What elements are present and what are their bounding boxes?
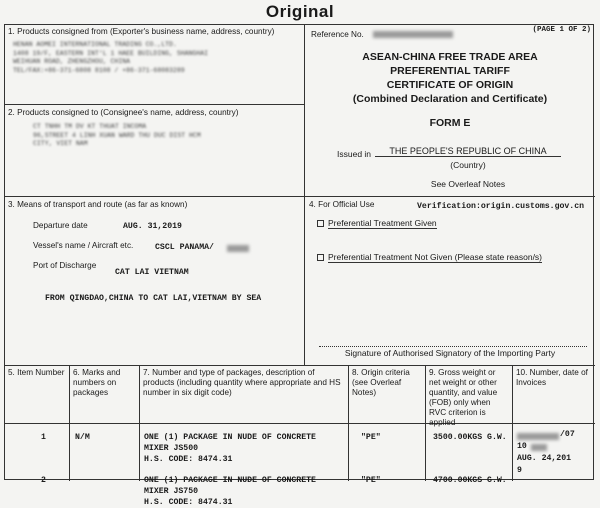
row-desc-line: H.S. CODE: 8474.31 bbox=[144, 455, 233, 464]
box2-label: 2. Products consigned to (Consignee's name, address, country) bbox=[8, 108, 239, 117]
certificate-header bbox=[305, 25, 595, 197]
not-given-label: Preferential Treatment Not Given (Please state reason/s) bbox=[328, 252, 543, 262]
box4-label: 4. For Official Use bbox=[309, 200, 375, 209]
row-desc-line: MIXER JS500 bbox=[144, 444, 199, 453]
consignee-line: CITY, VIET NAM bbox=[33, 140, 88, 147]
row-desc-line: ONE (1) PACKAGE IN NUDE OF CONCRETE bbox=[144, 476, 316, 485]
header-line-2: PREFERENTIAL TARIFF bbox=[390, 65, 510, 77]
exporter-line: HENAN AOMEI INTERNATIONAL TRADING CO.,LTD. bbox=[13, 41, 177, 48]
preferential-given-row bbox=[317, 218, 437, 228]
row-weight: 4700.00KGS G.W. bbox=[433, 476, 507, 485]
row-desc-line: ONE (1) PACKAGE IN NUDE OF CONCRETE bbox=[144, 433, 316, 442]
vessel-voyage-redacted bbox=[227, 245, 249, 252]
certificate-form bbox=[4, 24, 594, 507]
row-invoice-line: 10 bbox=[517, 442, 527, 451]
given-checkbox[interactable] bbox=[317, 220, 324, 227]
departure-label: Departure date bbox=[33, 221, 88, 230]
vessel-label: Vessel's name / Aircraft etc. bbox=[33, 241, 134, 250]
exporter-line: WEIHUAN ROAD, ZHENGZHOU, CHINA bbox=[13, 58, 131, 65]
row-marks: N/M bbox=[75, 433, 90, 442]
column-header-weight: 9. Gross weight or net weight or other quantity, and value (FOB) only when RVC criterion is applied bbox=[426, 366, 513, 424]
preferential-not-given-row bbox=[317, 252, 542, 262]
given-label: Preferential Treatment Given bbox=[328, 218, 437, 228]
issued-in-country: THE PEOPLE'S REPUBLIC OF CHINA bbox=[375, 146, 561, 157]
discharge-port: CAT LAI VIETNAM bbox=[115, 268, 189, 277]
page-number: (PAGE 1 OF 2) bbox=[532, 26, 591, 34]
row-invoice-line: 9 bbox=[517, 466, 522, 475]
box-consignee bbox=[5, 105, 305, 197]
header-line-3: CERTIFICATE OF ORIGIN bbox=[386, 79, 514, 91]
not-given-checkbox[interactable] bbox=[317, 254, 324, 261]
document-title: Original bbox=[265, 2, 335, 21]
exporter-line: TEL/FAX:+86-371-6808 8108 / +86-371-68083289 bbox=[13, 66, 185, 74]
box1-label: 1. Products consigned from (Exporter's business name, address, country) bbox=[8, 27, 275, 36]
column-header-origin: 8. Origin criteria (see Overleaf Notes) bbox=[349, 366, 426, 424]
form-name: FORM E bbox=[429, 117, 471, 129]
row-invoice-line: /07 bbox=[560, 430, 575, 439]
verification-url: Verification:origin.customs.gov.cn bbox=[417, 202, 585, 211]
consignee-line: 96,STREET 4 LINH XUAN WARD THU DUC DIST HCM bbox=[33, 131, 201, 139]
box-exporter bbox=[5, 25, 305, 105]
row-item: 2 bbox=[41, 476, 46, 485]
invoice-number-redacted bbox=[531, 444, 547, 451]
country-caption: (Country) bbox=[450, 160, 486, 170]
header-line-4: (Combined Declaration and Certificate) bbox=[352, 93, 548, 105]
box3-label: 3. Means of transport and route (as far as known) bbox=[8, 200, 188, 209]
overleaf-notes: See Overleaf Notes bbox=[430, 179, 506, 189]
discharge-label: Port of Discharge bbox=[33, 261, 97, 270]
reference-number bbox=[373, 31, 453, 38]
consignee-lines bbox=[5, 121, 304, 151]
row-invoice-line: AUG. 24,201 bbox=[517, 454, 572, 463]
row-desc-line: H.S. CODE: 8474.31 bbox=[144, 498, 233, 507]
consignee-line: CT TNHH TM DV KT THUAT INCOMA bbox=[33, 123, 147, 130]
departure-date: AUG. 31,2019 bbox=[123, 222, 182, 231]
row-weight: 3500.00KGS G.W. bbox=[433, 433, 507, 442]
invoice-number-redacted bbox=[517, 433, 559, 440]
row-item: 1 bbox=[41, 433, 46, 442]
vessel-name: CSCL PANAMA/ bbox=[155, 243, 214, 252]
column-header-marks: 6. Marks and numbers on packages bbox=[70, 366, 140, 424]
reference-label: Reference No. bbox=[311, 30, 364, 39]
column-header-invoices: 10. Number, date of Invoices bbox=[513, 366, 595, 424]
exporter-lines bbox=[5, 39, 304, 77]
header-line-1: ASEAN-CHINA FREE TRADE AREA bbox=[362, 51, 538, 63]
exporter-line: 1408 19/F, EASTERN INT'L 1 HAEE BUILDING, SHANGHAI bbox=[13, 49, 209, 57]
route: FROM QINGDAO,CHINA TO CAT LAI,VIETNAM BY SEA bbox=[45, 294, 262, 303]
box-transport bbox=[5, 197, 305, 366]
signature-caption: Signature of Authorised Signatory of the Importing Party bbox=[344, 348, 556, 358]
row-origin: "PE" bbox=[361, 476, 381, 485]
row-origin: "PE" bbox=[361, 433, 381, 442]
box-official-use bbox=[305, 197, 595, 366]
row-desc-line: MIXER JS750 bbox=[144, 487, 199, 496]
column-header-item: 5. Item Number bbox=[5, 366, 70, 424]
column-header-description: 7. Number and type of packages, description of products (including quantity where appropriate and HS number in six digit code) bbox=[140, 366, 349, 424]
issued-in-label: Issued in bbox=[337, 149, 372, 159]
